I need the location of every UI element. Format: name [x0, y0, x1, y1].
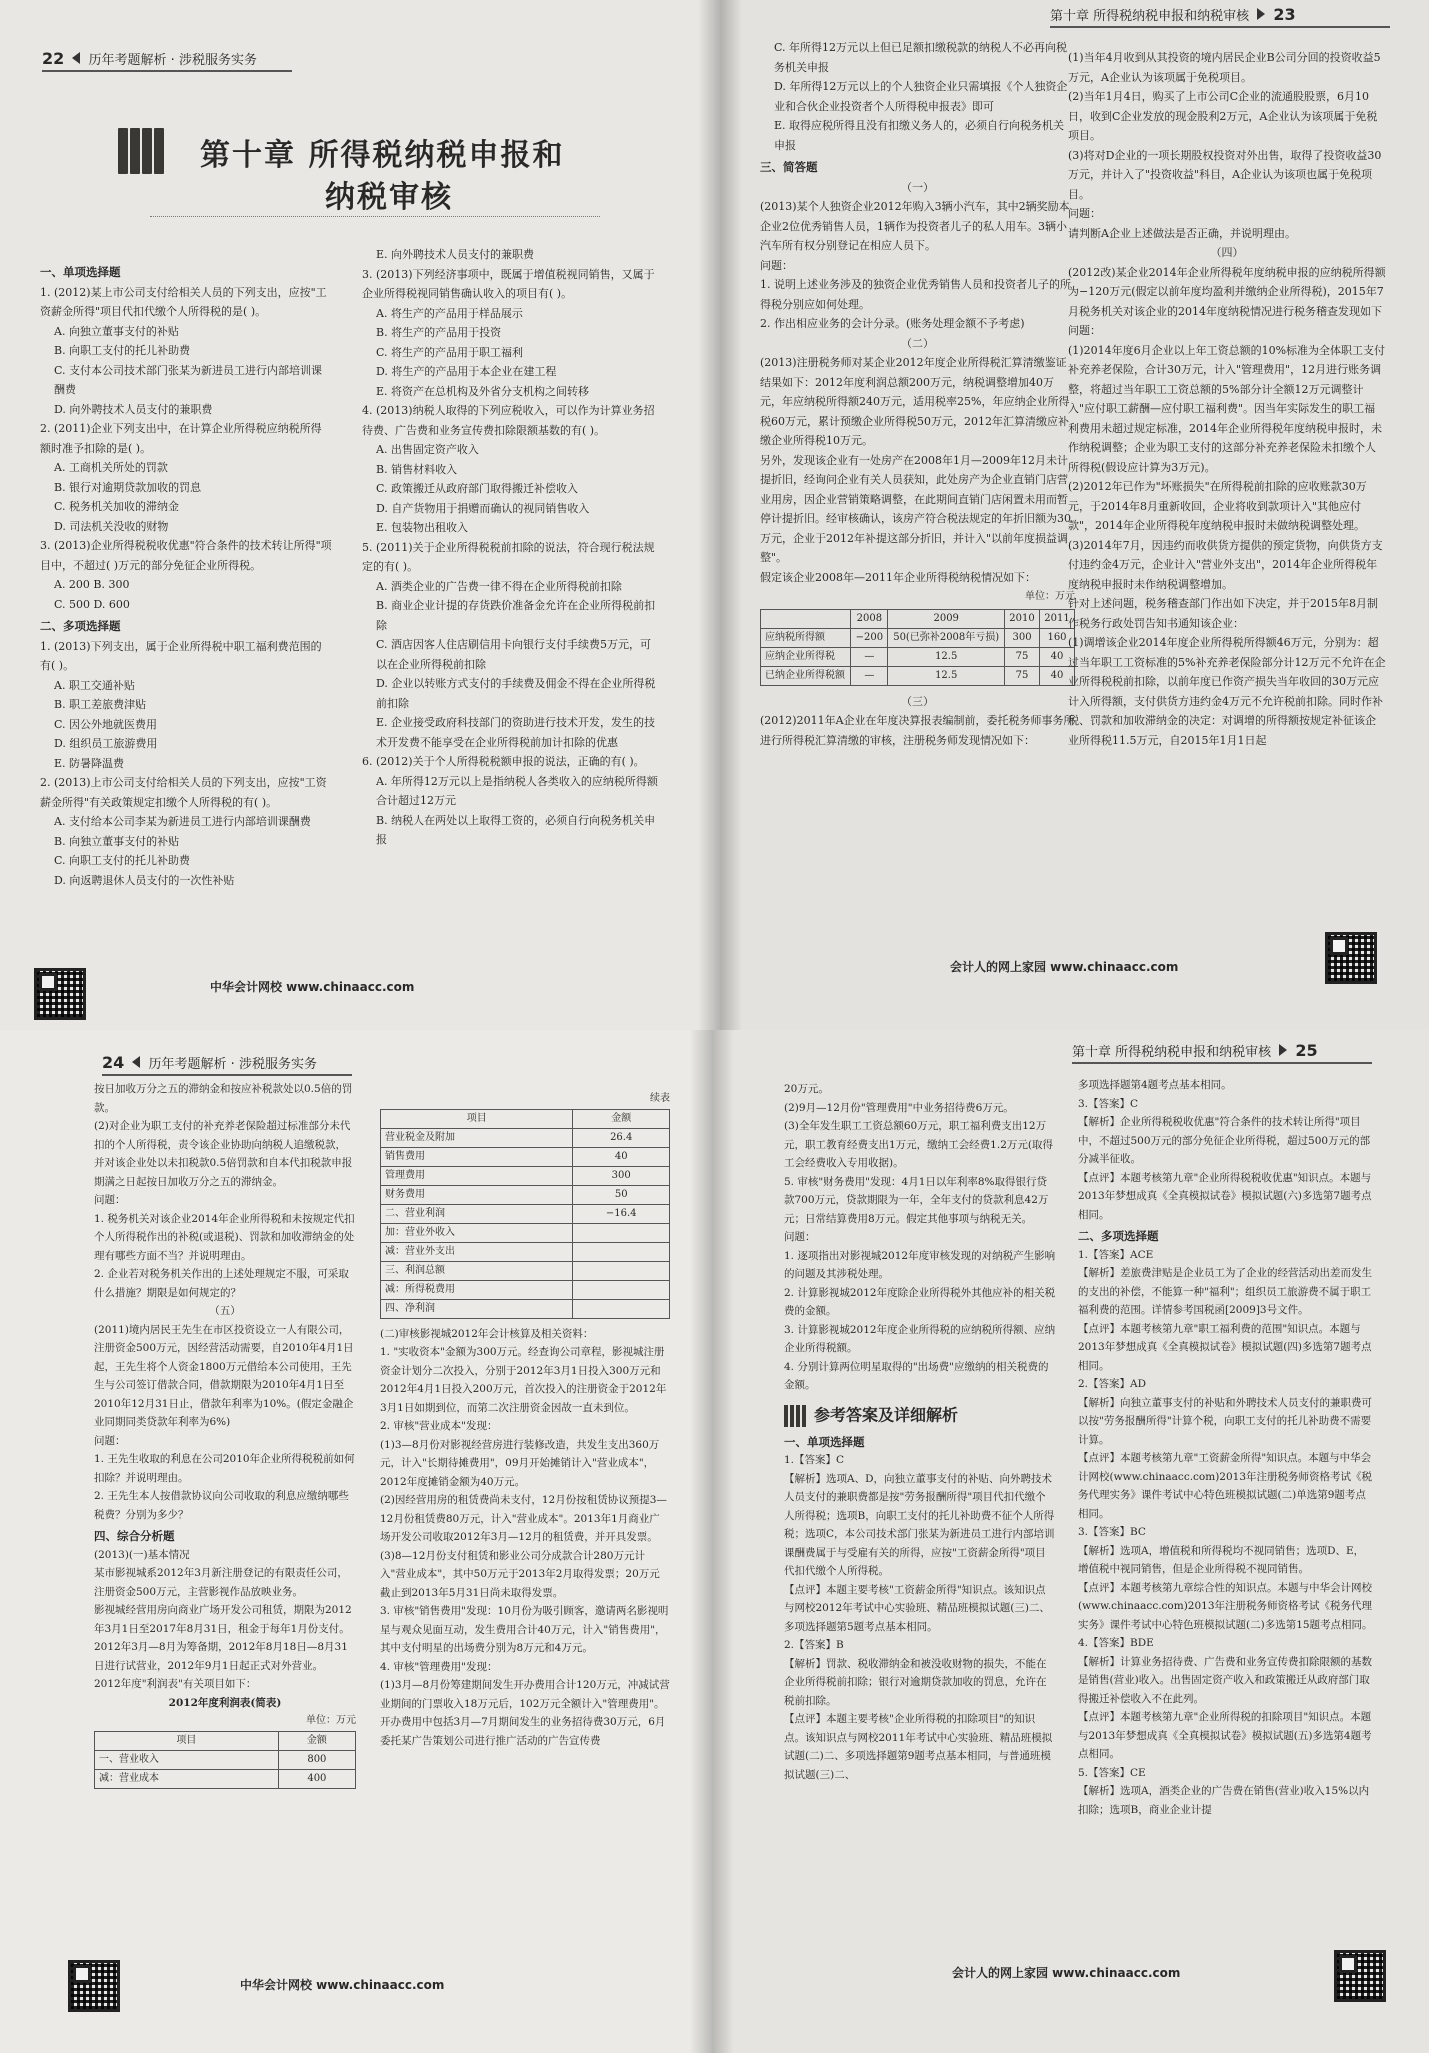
- table-cell: −200: [851, 628, 888, 647]
- profit-table: [94, 1731, 356, 1789]
- table-unit: 单位：万元: [306, 1715, 356, 1726]
- text-line: 3.【答案】C: [1078, 1097, 1139, 1110]
- table-cell: 应纳税所得额: [761, 628, 851, 647]
- table-row: [381, 1166, 670, 1185]
- table-cell: —: [851, 666, 888, 685]
- text-line: 1. "实收资本"金额为300万元。经查询公司章程，影视城注册资金计划分二次投入，分别于2012年3月1日投入300万元和2012年4月1日投入200万元，首次投入的注册资金于2012年3月1日如期到位，而第二次注册资金因故一直未到位。: [380, 1346, 667, 1414]
- text-line: (2013)某个人独资企业2012年购入3辆小汽车，其中2辆奖励本企业2位优秀销售人员，1辆作为投资者儿子的私人用车。3辆小汽车所有权分别登记在相应人员下。: [760, 200, 1070, 252]
- text-line: (二)审核影视城2012年会计核算及相关资料：: [380, 1327, 594, 1340]
- table-row: [381, 1261, 670, 1280]
- table-cell: 一、营业收入: [95, 1750, 279, 1769]
- text-line: 【点评】本题考核第九章"工资薪金所得"知识点。本题与中华会计网校(www.chinaacc.com)2013年注册税务师资格考试《税务代理实务》课件考试中心特色班模拟试题(二)单选第9题考点相同。: [1078, 1452, 1373, 1520]
- page-footer: 中华会计网校 www.chinaacc.com: [210, 980, 415, 994]
- qr-code-icon: [34, 968, 86, 1020]
- text-line: (2013)注册税务师对某企业2012年度企业所得税汇算清缴鉴证结果如下：2012年度利润总额200万元，纳税调整增加40万元，年应纳税所得额240万元，适用税率25%，年应纳企业所得税60万元，累计预缴企业所得税50万元，2012年汇算清缴应补缴企业所得税10万元。: [760, 356, 1070, 447]
- table-row: [761, 666, 1075, 685]
- text-line: 1.【答案】ACE: [1078, 1248, 1154, 1261]
- text-line: 按日加收万分之五的滞纳金和按应补税款处以0.5倍的罚款。: [94, 1083, 353, 1114]
- text-line: E. 防暑降温费: [54, 756, 125, 770]
- table-row: [95, 1750, 356, 1769]
- text-line: C. 政策搬迁从政府部门取得搬迁补偿收入: [376, 482, 579, 495]
- books-icon: [118, 128, 166, 178]
- table-header-cell: 项目: [381, 1109, 573, 1128]
- table-cell: 40: [1040, 647, 1075, 666]
- page-gutter-shadow: [690, 1030, 712, 2053]
- text-line: 20万元。: [784, 1083, 829, 1095]
- table-row: [761, 628, 1075, 647]
- text-line: (2)9月—12月份"管理费用"中业务招待费6万元。: [784, 1101, 1014, 1114]
- text-line: 2. 计算影视城2012年度除企业所得税外其他应补的相关税费的金额。: [784, 1286, 1056, 1317]
- table-header-cell: 2010: [1005, 609, 1040, 628]
- text-line: A. 200 B. 300: [54, 578, 130, 591]
- text-line: C. 年所得12万元以上但已足额扣缴税款的纳税人不必再向税务机关申报: [774, 41, 1068, 74]
- table-row: [381, 1185, 670, 1204]
- text-line: 影视城经营用房向商业广场开发公司租赁，期限为2012年3月1日至2017年8月31日，租金于每年1月份支付。2012年3月—8月为筹备期，2012年8月18日—8月31日进行试营业，2012年9月1日起正式对外营业。: [94, 1604, 352, 1672]
- chapter-title-line2: 纳税审核: [325, 180, 453, 215]
- section-heading: 四、综合分析题: [94, 1529, 175, 1543]
- qr-code-icon: [1325, 932, 1377, 984]
- table-cell: 减：营业成本: [95, 1769, 279, 1788]
- text-line: E. 包装物出租收入: [376, 521, 469, 534]
- chapter-title: 第十章 所得税纳税申报和纳税审核: [1072, 1045, 1272, 1060]
- table-row: [381, 1280, 670, 1299]
- text-line: D. 向返聘退休人员支付的一次性补贴: [54, 873, 235, 887]
- text-line: B. 向独立董事支付的补贴: [54, 834, 180, 848]
- page-23: [720, 0, 1429, 1030]
- text-line: (2)对企业为职工支付的补充养老保险超过标准部分未代扣的个人所得税，责令该企业协助向纳税人追缴税款，并对该企业处以未扣税款0.5倍罚款和自本代扣税款申报期满之日起按日加收万分之五的滞纳金。: [94, 1120, 353, 1188]
- page-number: 25: [1295, 1041, 1318, 1060]
- text-line: 5. (2011)关于企业所得税税前扣除的说法，符合现行税法规定的有( )。: [362, 540, 655, 573]
- text-line: 【解析】选项A、D，向独立董事支付的补贴、向外聘技术人员支付的兼职费都是按"劳务报酬所得"项目代扣代缴个人所得税；选项B，向职工支付的托儿补助费不征个人所得税；选项C，本公司技术部门张某为新进员工进行内部培训课酬费属于与受雇有关的所得，应按"工资薪金所得"项目代扣代缴个人所得税。: [784, 1472, 1055, 1577]
- chapter-title: 第十章 所得税纳税申报和纳税审核: [1050, 9, 1250, 24]
- table-cell: 管理费用: [381, 1166, 573, 1185]
- text-line: (3)将对D企业的一项长期股权投资对外出售，取得了投资收益30万元，并计入了"投资收益"科目，A企业认为该项也属于免税项目。: [1068, 148, 1382, 201]
- text-line: 1. (2013)下列支出，属于企业所得税中职工福利费范围的有( )。: [40, 639, 322, 672]
- left-column: [40, 260, 332, 890]
- table-row: [381, 1204, 670, 1223]
- page-gutter-shadow: [720, 0, 742, 1030]
- text-line: A. 支付给本公司李某为新进员工进行内部培训课酬费: [54, 815, 311, 828]
- page-number: 24: [102, 1053, 125, 1072]
- section-heading: （四）: [1210, 246, 1244, 259]
- table-unit: 单位：万元: [1025, 591, 1075, 602]
- table-cell: 300: [573, 1166, 670, 1185]
- text-line: 2. 作出相应业务的会计分录。(账务处理金额不予考虑): [760, 317, 1025, 330]
- text-line: 问题：: [784, 1231, 816, 1243]
- text-line: 1. 逐项指出对影视城2012年度审核发现的对纳税产生影响的问题及其涉税处理。: [784, 1249, 1056, 1280]
- table-header-cell: 项目: [95, 1731, 279, 1750]
- text-line: E. 将资产在总机构及外省分支机构之间转移: [376, 384, 590, 398]
- page-number: 22: [42, 49, 65, 68]
- text-line: E. 向外聘技术人员支付的兼职费: [376, 248, 535, 261]
- text-line: 2. 企业若对税务机关作出的上述处理规定不服，可采取什么措施？期限是如何规定的？: [94, 1268, 349, 1299]
- left-column: [94, 1080, 356, 1789]
- text-line: D. 将生产的产品用于本企业在建工程: [376, 365, 557, 378]
- chapter-divider: [150, 216, 600, 217]
- text-line: C. 酒店因客人住店刷信用卡向银行支付手续费5万元，可以在企业所得税前扣除: [376, 638, 652, 671]
- table-cell: [573, 1242, 670, 1261]
- page-gutter-shadow: [712, 1030, 734, 2053]
- table-cell: 12.5: [888, 647, 1005, 666]
- text-line: B. 商业企业计提的存货跌价准备金允许在企业所得税前扣除: [376, 599, 656, 632]
- text-line: 多项选择题第4题考点基本相同。: [1078, 1079, 1232, 1091]
- qr-code-icon: [68, 1960, 120, 2012]
- section-heading: （二）: [901, 336, 934, 350]
- text-line: 3. (2013)企业所得税税收优惠"符合条件的技术转让所得"项目中，不超过( )万元的部分免征企业所得税。: [40, 539, 332, 572]
- text-line: 【解析】选项A，增值税和所得税均不视同销售；选项D、E，增值税中视同销售，但是企业所得税不视同销售。: [1078, 1544, 1365, 1575]
- right-column: [362, 245, 658, 850]
- text-line: B. 银行对逾期贷款加收的罚息: [54, 480, 202, 494]
- text-line: 【点评】本题主要考核"企业所得税的扣除项目"的知识点。该知识点与网校2011年考试中心实验班、精品班模拟试题(二)二、多项选择题第9题考点基本相同，与普通班模拟试题(三)二、: [784, 1713, 1053, 1781]
- table-row: [381, 1242, 670, 1261]
- text-line: 4. 审核"管理费用"发现：: [380, 1660, 498, 1673]
- table-header-cell: 金额: [278, 1731, 355, 1750]
- text-line: 1. 王先生收取的利息在公司2010年企业所得税税前如何扣除？并说明理由。: [94, 1453, 355, 1484]
- text-line: 【解析】罚款、税收滞纳金和被没收财物的损失，不能在企业所得税前扣除；银行对逾期贷款加收的罚息，允许在税前扣除。: [784, 1657, 1047, 1707]
- table-continued-label: 续表: [650, 1093, 670, 1104]
- text-line: 问题：: [94, 1434, 126, 1447]
- table-cell: [573, 1299, 670, 1318]
- text-line: 2. (2013)上市公司支付给相关人员的下列支出，应按"工资薪金所得"有关政策规定扣缴个人所得税的有( )。: [40, 776, 327, 809]
- table-header-cell: 2009: [888, 609, 1005, 628]
- text-line: 【解析】计算业务招待费、广告费和业务宣传费扣除限额的基数是销售(营业)收入。出售固定资产收入和政策搬迁从政府部门取得搬迁补偿收入不在此列。: [1078, 1655, 1372, 1705]
- text-line: D. 向外聘技术人员支付的兼职费: [54, 402, 213, 416]
- table-cell: 50(已弥补2008年亏损): [888, 628, 1005, 647]
- text-line: (3)全年发生职工工资总额60万元，职工福利费支出12万元，职工教育经费支出1万元，缴纳工会经费1.2万元(取得工会经费收入专用收据)。: [784, 1120, 1053, 1169]
- table-cell: 40: [573, 1147, 670, 1166]
- page-header: [1072, 1040, 1318, 1062]
- table-cell: —: [851, 647, 888, 666]
- header-rule: [42, 70, 292, 72]
- text-line: 某市影视城系2012年3月新注册登记的有限责任公司，注册资金500万元，主营影视作品放映业务。: [94, 1567, 348, 1598]
- header-rule: [102, 1074, 352, 1076]
- table-row: [381, 1299, 670, 1318]
- text-line: 4. (2013)纳税人取得的下列应税收入，可以作为计算业务招待费、广告费和业务宣传费扣除限额基数的有( )。: [362, 404, 655, 437]
- tax-table: [760, 609, 1075, 686]
- table-cell: 160: [1040, 628, 1075, 647]
- chapter-title-line1: 第十章 所得税纳税申报和: [200, 138, 565, 173]
- text-line: 5.【答案】CE: [1078, 1766, 1146, 1779]
- text-line: B. 纳税人在两处以上取得工资的，必须自行向税务机关申报: [376, 813, 656, 846]
- text-line: 2. 审核"营业成本"发现：: [380, 1420, 498, 1432]
- arrow-left-icon: [72, 52, 80, 64]
- table-cell: −16.4: [573, 1204, 670, 1223]
- left-column: [784, 1080, 1056, 1784]
- table-row: [381, 1223, 670, 1242]
- page-footer: 中华会计网校 www.chinaacc.com: [240, 1978, 445, 1992]
- page-25: [712, 1030, 1429, 2053]
- page-gutter-shadow: [698, 0, 720, 1030]
- table-header-cell: [761, 609, 851, 628]
- table-cell: [573, 1223, 670, 1242]
- section-heading: （一）: [901, 180, 934, 194]
- header-rule: [1050, 26, 1390, 28]
- section-heading: （三）: [901, 694, 934, 708]
- text-line: (2012)2011年A企业在年度决算报表编制前，委托税务师事务所进行所得税汇算清缴的审核，注册税务师发现情况如下：: [760, 714, 1075, 747]
- table-cell: 减：营业外支出: [381, 1242, 573, 1261]
- table-title: 2012年度利润表(简表): [168, 1696, 282, 1709]
- text-line: 5. 审核"财务费用"发现：4月1日以年利率8%取得银行贷款700万元，贷款期限为一年，全年支付的贷款利息42万元；日常结算费用8万元。假定其他事项与纳税无关。: [784, 1175, 1049, 1225]
- table-cell: 50: [573, 1185, 670, 1204]
- text-line: D. 司法机关没收的财物: [54, 519, 169, 533]
- text-line: 【点评】本题考核第九章综合性的知识点。本题与中华会计网校(www.chinaacc.com)2013年注册税务师资格考试《税务代理实务》课件考试中心特色班模拟试题(二)多选第15题考点相同。: [1078, 1581, 1373, 1631]
- text-line: B. 销售材料收入: [376, 462, 458, 476]
- table-cell: 300: [1005, 628, 1040, 647]
- books-icon: [784, 1405, 806, 1427]
- text-line: D. 组织员工旅游费用: [54, 737, 158, 750]
- table-row: [381, 1147, 670, 1166]
- text-line: A. 出售固定资产收入: [376, 443, 479, 456]
- text-line: 3. (2013)下列经济事项中，既属于增值税视同销售，又属于企业所得税视同销售确认收入的项目有( )。: [362, 267, 655, 300]
- table-cell: 营业税金及附加: [381, 1128, 573, 1147]
- table-cell: 四、净利润: [381, 1299, 573, 1318]
- table-header-cell: 2011: [1040, 609, 1075, 628]
- text-line: A. 向独立董事支付的补贴: [54, 324, 179, 338]
- section-heading: 一、单项选择题: [40, 265, 121, 279]
- text-line: 针对上述问题，税务稽查部门作出如下决定，并于2015年8月制作税务行政处罚告知书通知该企业：: [1068, 597, 1378, 630]
- page-header: [1050, 4, 1296, 26]
- text-line: (1)调增该企业2014年度企业所得税所得额46万元，分别为：超过当年职工工资标准的5%补充养老保险部分计12万元不允许在企业所得税税前扣除，以前年度已作资产损失当年收回的30万元应计入所得额，支付供货方违约金4万元不允许税前扣除。同时作补税、罚款和加收滞纳金的决定：对调增的所得额按规定补征该企业所得税11.5万元，自2015年1月1日起: [1068, 636, 1386, 747]
- text-line: 问题：: [1068, 207, 1101, 220]
- table-cell: 财务费用: [381, 1185, 573, 1204]
- right-column: [1078, 1076, 1374, 1819]
- text-line: 4. 分别计算两位明星取得的"出场费"应缴纳的相关税费的金额。: [784, 1360, 1049, 1391]
- table-cell: 12.5: [888, 666, 1005, 685]
- page-header: [102, 1052, 317, 1074]
- text-line: 3. 审核"销售费用"发现：10月份为吸引顾客，邀请两名影视明星与观众见面互动，发生费用合计40万元，计入"销售费用"，其中支付明星的出场费分别为8万元和4万元。: [380, 1605, 669, 1654]
- text-line: A. 年所得12万元以上是指纳税人各类收入的应纳税所得额合计超过12万元: [376, 774, 658, 807]
- table-cell: 40: [1040, 666, 1075, 685]
- text-line: A. 工商机关所处的罚款: [54, 461, 168, 474]
- section-heading: 二、多项选择题: [1078, 1229, 1159, 1243]
- text-line: C. 将生产的产品用于职工福利: [376, 345, 524, 359]
- table-header-cell: 2008: [851, 609, 888, 628]
- text-line: E. 企业接受政府科技部门的资助进行技术开发，发生的技术开发费不能享受在企业所得税前加计扣除的优惠: [376, 716, 656, 749]
- text-line: (2013)(一)基本情况: [94, 1548, 190, 1561]
- text-line: 2.【答案】AD: [1078, 1378, 1147, 1390]
- text-line: 1. (2012)某上市公司支付给相关人员的下列支出，应按"工资薪金所得"项目代扣代缴个人所得税的是( )。: [40, 285, 327, 318]
- table-cell: 加：营业外收入: [381, 1223, 573, 1242]
- text-line: (3)2014年7月，因违约而收供货方提供的预定货物，向供货方支付违约金4万元，企业计入"营业外支出"，2014年企业所得税年度纳税申报时未作纳税调整增加。: [1068, 538, 1383, 591]
- text-line: 1. 税务机关对该企业2014年企业所得税和未按规定代扣个人所得税作出的补税(或退税)、罚款和加收滞纳金的处理有哪些方面不当？并说明理由。: [94, 1212, 355, 1262]
- text-line: A. 酒类企业的广告费一律不得在企业所得税前扣除: [376, 579, 622, 593]
- text-line: B. 向职工支付的托儿补助费: [54, 344, 191, 357]
- text-line: B. 职工差旅费津贴: [54, 698, 147, 711]
- table-cell: 75: [1005, 647, 1040, 666]
- arrow-right-icon: [1279, 1044, 1287, 1056]
- text-line: B. 将生产的产品用于投资: [376, 326, 502, 339]
- text-line: 【点评】本题考核第九章"职工福利费的范围"知识点。本题与2013年梦想成真《全真模拟试卷》模拟试题(四)多选第7题考点相同。: [1078, 1322, 1372, 1372]
- book-title: 历年考题解析 · 涉税服务实务: [148, 1057, 317, 1072]
- text-line: 2.【答案】B: [784, 1639, 844, 1651]
- book-title: 历年考题解析 · 涉税服务实务: [88, 53, 257, 68]
- text-line: A. 职工交通补贴: [54, 678, 135, 692]
- section-heading: 三、简答题: [760, 160, 818, 174]
- right-column: [1068, 48, 1386, 750]
- text-line: (2)2012年已作为"坏账损失"在所得税前扣除的应收账款30万元，于2014年8月重新收回，企业将收到款项计入"其他应付款"，2014年企业所得税年度纳税申报时未做纳税调整处理。: [1068, 480, 1367, 532]
- table-cell: 减：所得税费用: [381, 1280, 573, 1299]
- text-line: (2)因经营用房的租赁费尚未支付，12月份按租赁协议预提3—12月份租赁费80万元，计入"营业成本"。2013年1月商业广场开发公司收取2012年3月—12月的租赁费，并开具发票。: [380, 1494, 667, 1543]
- text-line: 假定该企业2008年—2011年企业所得税纳税情况如下：: [760, 570, 1036, 584]
- table-cell: 已纳企业所得税额: [761, 666, 851, 685]
- page-footer: 会计人的网上家园 www.chinaacc.com: [952, 1966, 1181, 1980]
- text-line: C. 向职工支付的托儿补助费: [54, 854, 191, 867]
- table-cell: 26.4: [573, 1128, 670, 1147]
- text-line: 【解析】企业所得税税收优惠"符合条件的技术转让所得"项目中，不超过500万元的部分免征企业所得税，超过500万元的部分减半征收。: [1078, 1116, 1371, 1165]
- text-line: (2012改)某企业2014年企业所得税年度纳税申报的应纳税所得额为−120万元(假定以前年度均盈利并缴纳企业所得税)，2015年7月税务机关对该企业的2014年度纳税情况进行税务稽查发现如下问题：: [1068, 265, 1386, 337]
- qr-code-icon: [1334, 1950, 1386, 2002]
- text-line: 另外，发现该企业有一处房产在2008年1月—2009年12月未计提折旧，经询问企业有关人员获知，此处房产为企业直销门店营业用房，因企业营销策略调整，在此期间直销门店闲置未用而暂停计提折旧。经审核确认，该房产符合税法规定的年折旧额为30万元，企业于2012年补提这部分折旧，并计入"以前年度损益调整"。: [760, 453, 1071, 564]
- text-line: 【解析】向独立董事支付的补贴和外聘技术人员支付的兼职费可以按"劳务报酬所得"计算个税，向职工支付的托儿补助费不需要计算。: [1078, 1396, 1372, 1446]
- page-footer: 会计人的网上家园 www.chinaacc.com: [950, 960, 1179, 974]
- text-line: 2. 王先生本人按借款协议向公司收取的利息应缴纳哪些税费？分别为多少？: [94, 1490, 349, 1521]
- table-header-cell: 金额: [573, 1109, 670, 1128]
- text-line: E. 取得应税所得且没有扣缴义务人的，必须自行向税务机关申报: [774, 119, 1065, 152]
- text-line: 请判断A企业上述做法是否正确，并说明理由。: [1068, 226, 1296, 240]
- table-row: [761, 647, 1075, 666]
- text-line: 6. (2012)关于个人所得税税额申报的说法，正确的有( )。: [362, 755, 645, 768]
- answer-section-label: 参考答案及详细解析: [814, 1405, 959, 1424]
- text-line: 【解析】选项A，酒类企业的广告费在销售(营业)收入15%以内扣除；选项B，商业企业计提: [1078, 1785, 1370, 1816]
- text-line: (1)3月—8月份筹建期间发生开办费用合计120万元，冲减试营业期间的门票收入18万元后，102万元全额计入"管理费用"。开办费用中包括3月—7月期间发生的业务招待费30万元，6月委托某广告策划公司进行推广活动的广告宣传费: [380, 1679, 670, 1747]
- text-line: A. 将生产的产品用于样品展示: [376, 306, 523, 320]
- section-heading: 一、单项选择题: [784, 1434, 865, 1449]
- text-line: 4.【答案】BDE: [1078, 1637, 1154, 1649]
- answer-section-title: [784, 1405, 1056, 1427]
- text-line: 问题：: [760, 258, 793, 272]
- arrow-left-icon: [132, 1056, 140, 1068]
- text-line: D. 自产货物用于捐赠而确认的视同销售收入: [376, 501, 590, 515]
- text-line: (2011)境内居民王先生在市区投资设立一人有限公司，注册资金500万元，因经营活动需要，自2010年4月1日起，王先生将个人资金1800万元借给本公司使用，王先生与公司签订借款合同，借款期限为2010年4月1日至2010年12月31日止，借款年利率为10%。(假定金融企业同期同类贷款年利率为6%): [94, 1323, 354, 1428]
- text-line: 2. (2011)企业下列支出中，在计算企业所得税应纳税所得额时准予扣除的是( )。: [40, 422, 322, 455]
- page-24: [0, 1030, 712, 2053]
- right-column: [380, 1090, 670, 1750]
- page-number: 23: [1273, 5, 1296, 24]
- left-column: [760, 38, 1075, 750]
- text-line: 【解析】差旅费津贴是企业员工为了企业的经营活动出差而发生的支出的补偿，不能算一种"福利"；组织员工旅游费不属于职工福利费的范围。详情参考国税函[2009]3号文件。: [1078, 1267, 1372, 1316]
- text-line: C. 500 D. 600: [54, 597, 130, 611]
- table-row: [381, 1128, 670, 1147]
- section-heading: 二、多项选择题: [40, 619, 121, 633]
- table-cell: 三、利润总额: [381, 1261, 573, 1280]
- text-line: (1)2014年度6月企业以上年工资总额的10%标准为全体职工支付补充养老保险，合计30万元，计入"管理费用"，12月进行账务调整，将超过当年职工工资总额的5%部分计全额12万元调整计入"应付职工薪酬—应付职工福利费"。因当年实际发生的职工福利费用未超过规定标准，2014年企业所得税年度纳税申报时，未作纳税调整；企业为职工支付的这部分补充养老保险未扣缴个人所得税(假设应计算为3万元)。: [1068, 343, 1386, 474]
- text-line: 1. 说明上述业务涉及的独资企业优秀销售人员和投资者儿子的所得税分别应如何处理。: [760, 278, 1071, 311]
- text-line: 问题：: [94, 1194, 126, 1206]
- table-cell: 销售费用: [381, 1147, 573, 1166]
- text-line: C. 因公外地就医费用: [54, 717, 158, 731]
- text-line: 【点评】本题考核第九章"企业所得税税收优惠"知识点。本题与2013年梦想成真《全真模拟试卷》模拟试题(六)多选第7题考点相同。: [1078, 1171, 1372, 1221]
- text-line: C. 支付本公司技术部门张某为新进员工进行内部培训课酬费: [54, 363, 323, 396]
- text-line: D. 企业以转账方式支付的手续费及佣金不得在企业所得税前扣除: [376, 677, 656, 710]
- arrow-right-icon: [1257, 8, 1265, 20]
- text-line: (2)当年1月4日，购买了上市公司C企业的流通股股票，6月10日，收到C企业发放的现金股利2万元，A企业认为该项属于免税项目。: [1068, 90, 1378, 142]
- text-line: 3.【答案】BC: [1078, 1526, 1146, 1538]
- header-rule: [1072, 1062, 1372, 1064]
- section-heading: （五）: [209, 1305, 241, 1317]
- table-row: [95, 1769, 356, 1788]
- text-line: 3. 计算影视城2012年度企业所得税的应纳税所得额、应纳企业所得税额。: [784, 1323, 1056, 1354]
- text-line: D. 年所得12万元以上的个人独资企业只需填报《个人独资企业和合伙企业投资者个人所得税申报表》即可: [774, 80, 1068, 113]
- table-cell: 800: [278, 1750, 355, 1769]
- text-line: 【点评】本题主要考核"工资薪金所得"知识点。该知识点与网校2012年考试中心实验班、精品班模拟试题(三)二、多项选择题第5题考点基本相同。: [784, 1583, 1050, 1633]
- page-22: [0, 0, 720, 1030]
- text-line: (1)3—8月份对影视经营房进行装修改造，共发生支出360万元，计入"长期待摊费用"，09月开始摊销计入"营业成本"，2012年度摊销金额为40万元。: [380, 1438, 660, 1488]
- profit-table-continued: [380, 1109, 670, 1319]
- text-line: (3)8—12月份支付租赁和影业公司分成款合计280万元计入"营业成本"，其中50万元于2013年2月取得发票；20万元截止到2013年5月31日尚未取得发票。: [380, 1549, 660, 1599]
- table-cell: 应纳企业所得税: [761, 647, 851, 666]
- page-header: [42, 48, 257, 70]
- table-cell: 二、营业利润: [381, 1204, 573, 1223]
- text-line: (1)当年4月收到从其投资的境内居民企业B公司分回的投资收益5万元，A企业认为该项属于免税项目。: [1068, 51, 1381, 84]
- text-line: 1.【答案】C: [784, 1454, 845, 1466]
- text-line: C. 税务机关加收的滞纳金: [54, 500, 180, 513]
- text-line: 【点评】本题考核第九章"企业所得税的扣除项目"知识点。本题与2013年梦想成真《全真模拟试卷》模拟试题(五)多选第4题考点相同。: [1078, 1711, 1372, 1760]
- text-line: 2012年度"利润表"有关项目如下：: [94, 1678, 257, 1690]
- table-cell: [573, 1280, 670, 1299]
- table-cell: [573, 1261, 670, 1280]
- table-cell: 400: [278, 1769, 355, 1788]
- table-cell: 75: [1005, 666, 1040, 685]
